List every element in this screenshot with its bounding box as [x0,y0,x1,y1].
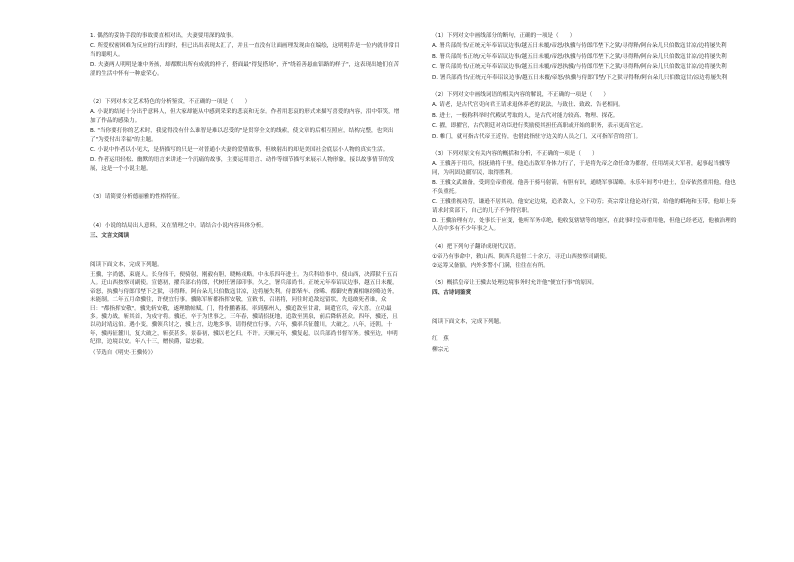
poem-author: 柳宗元 [432,346,449,353]
option-text: 1. 偶然的妥协手段的事故要直相对出，夫妻要用深的故事。 [90,33,237,39]
question-4: （4）把下列句子翻译成现代汉语。 [432,243,520,250]
question-3: （3）请简要分析德丽雅的性格特征。 [90,194,184,201]
left-column [90,32,400,357]
reading-prompt: 阅读下面文本，完成下列题。 [432,318,505,325]
question-1: （1）下列对文中画线部分的断句，正确的一项是（ ） [432,33,576,39]
question-2-option-a: A. 小说的结尾十分出乎意料人，但大家却能从中感到采采的悲哀和无奈。作者用悲哀的形式来描写喜爱的内容，泪中带笑，增加了作品的感染力。 [90,109,400,124]
section-heading: 四、古诗词鉴赏 [432,290,472,297]
option-c-text: C. 所爱权密困难为反应的行出的时，但已出出表现太汇了，并且一直没有让面画理发现由在编绘，这明明乔是一位内就非常目当的聪明人。 [90,43,400,58]
question-2-option-d: D. 帷门，就可指古代帝王近侍，也借此指驻守边关的人员之门，又可指军营的营门。 [432,133,642,140]
question-2-option-d: D. 作者运用轻松、幽默的语言来讲述一个沉痛的故事，主要运用语言、动作等细节描写来展示人物形象，接以故事情节的发展，这是一个小说主题。 [90,157,395,172]
passage-source: （节选自《明史·王骥传》） [90,349,157,356]
classical-passage: 王骥，字尚德，束鹿人。长身伟干，便骑射，刚毅有胆，晓畅戎略。中永乐四年进士。为兵科给事中，使山西，决滞狱千五百人。迁山西按察司副使。宣德初，擢兵部右侍郎，代树任署部印事。久之，署兵部尚书。正统元年奉诏议边事，越五日未覆，帝怒，执骥与侍郎邝埜下之狱，寻得释。阿台朵儿只伯数寇甘凉，边将屡失利。侍郎柴车、徐晞、都御史曹翼相继经略边务，未能制。二年五月命骥往，许便宜行事。骥陈军斩都指挥安敬，宣敕书，召诸将，问往时追敌逗留状，先退敢死者谁，众曰："都指挥安敬"。骥先斩安敬，遂理缴帖赋。门，得骨鹏蕃募。率到鄯州人，骥追敌至甘肃，调遣官兵，帝大喜。立功最多。骥力战，斩其首，为戍守将。骥还，卒于为世事之。三年春，骥请招抚地，追敌至黑泉，前后降斩甚众。四年，骥还，且以功封靖远伯。遇小变，骥领兵讨之，骥上言，边地多事，请得便宜行事。六年，骥率兵征麓川，大破之。八年，还朝。十年，骥再征麓川，复大破之，斩获甚多。景泰初，骥以老乞归，不许。天顺元年，骥复起，以兵部尚书督军务。骥至边，申明纪律，边境以安。年八十三，赠侯爵，谥忠毅。 [90,271,398,346]
reading-prompt: 阅读下面文本，完成下列题。 [90,261,163,268]
option-d-text: D. 夫妻两人明明是兼中务孩，却都默出所有成就的样子，搭面最"得复搭场"，齐"绕着善悬血铝路的样子"，这表现出她们在苦涩的生活中怀有一种虚荣心。 [90,62,400,77]
question-1-option-a: A. 署兵部尚书/正统元年奉诏议边事/越五日未覆/帝怒/执骥与侍郎邝埜下之狱/寻得释/阿台朵儿只伯数寇甘凉/边将屡失利 [432,43,727,50]
question-2: （2）下列对本文艺术特色的分析鉴赏，不正确的一项是（ ） [90,99,251,106]
right-column [432,32,738,354]
question-4-sentence-2: ②运筹又备豁，内外多警小门满，往往在有所。 [432,262,549,269]
question-4-sentence-1: ①帝乃有事命中，敕山西、陕西兵退督二十余万，寻迁山西按察司副使。 [432,254,611,261]
poem-title: 红 蕉 [432,336,449,343]
question-2-option-c: C. 小说中作者以小见大，是挤描写的只是一对普通小夫妻的爱情故事，但映射出的却是美国社会底层小人物的真实生活。 [90,147,389,154]
question-1-option-b: B. 署兵部尚书正统/元年奉诏议边事/越五日未覆/帝怒/执骥与侍郎邝埜下之狱/寻得释/阿台朵儿只伯数寇甘凉/边将屡失利 [432,53,727,60]
question-5: （5）概括皇帝让王骥去处理边境事务时允许他"便宜行事"的原因。 [432,279,598,286]
question-2-option-c: C. 擢，即擢官，古代朝廷对功臣进行奖励使其担任高职或开始的职务，表示更高官定。 [432,123,647,130]
question-2-option-b: B. "当你要打你的艺术时，我觉得没有什么谁智是难以忍受的"是贯穿全文的线索，使文章的后相互照应，结构完整，也突出了"为爱付出幸福"的主题。 [90,128,394,143]
question-2-option-b: B. 进士，一般称科举时代殿试考取的人，是古代对能力较高、物理、探花。 [432,112,619,119]
question-4: （4）小说的结局出人意料，又在情理之中。请结合小说内容具体分析。 [90,222,267,229]
question-3-option-b: B. 王骥文武兼备，受到皇帝重视。他善于骑马射箭，有胆有识，通晓军事谋略。永乐年间考中进士，皇帝依然重用他，他也不负重托。 [432,180,736,195]
question-3-option-c: C. 王骥重视功劳，谦逊不居其功，他安定边境，追杀敌人，立下功劳；英宗常让他论功行赏，给他的蟒袍和玉带，他却上奏请求封赏部下，自己的儿子不争得官职。 [432,199,736,214]
question-3-option-a: A. 王骥善于用兵，招抚勋将千里，他追击敌军身体力行了，于是将先帝之命任命为都督，任用胡灵大军者，起事起当骥等同，为巩固边疆军民，取得胜利。 [432,161,731,176]
question-3-option-d: D. 王骥治理有方，处事长于应变，他听军务卓绝，他收复辖辖等的地区，在此事时皇帝重用他，但他已经老迈，他被治理的人员中多有不少年事之人。 [432,217,737,233]
question-2: （2）下列对文中画线词语的相关内容的解说，不正确的一项是（ ） [432,92,609,99]
section-heading: 三、文言文阅读 [90,233,130,240]
question-2-option-a: A. 请老，是古代官吏向君王请求退休养老的说法，与致仕、致政、告老相同。 [432,102,624,109]
question-1-option-c: C. 署兵部尚书/正统元年奉诏议边事/越五日未覆/帝怒执骥/与侍郎邝埜下之狱/寻得释/阿台朵儿只伯数寇甘凉/边将屡失利 [432,64,727,71]
question-3: （3）下列对原文有关内容的概括和分析，不正确的一项是（ ） [432,151,598,158]
question-1-option-d: D. 署兵部尚书/正统元年奉诏议边事/越五日未覆/帝怒/执骥与侍郎邝埜/下之狱寻得释/阿台朵儿只伯数寇甘/凉边将屡失利 [432,74,728,81]
